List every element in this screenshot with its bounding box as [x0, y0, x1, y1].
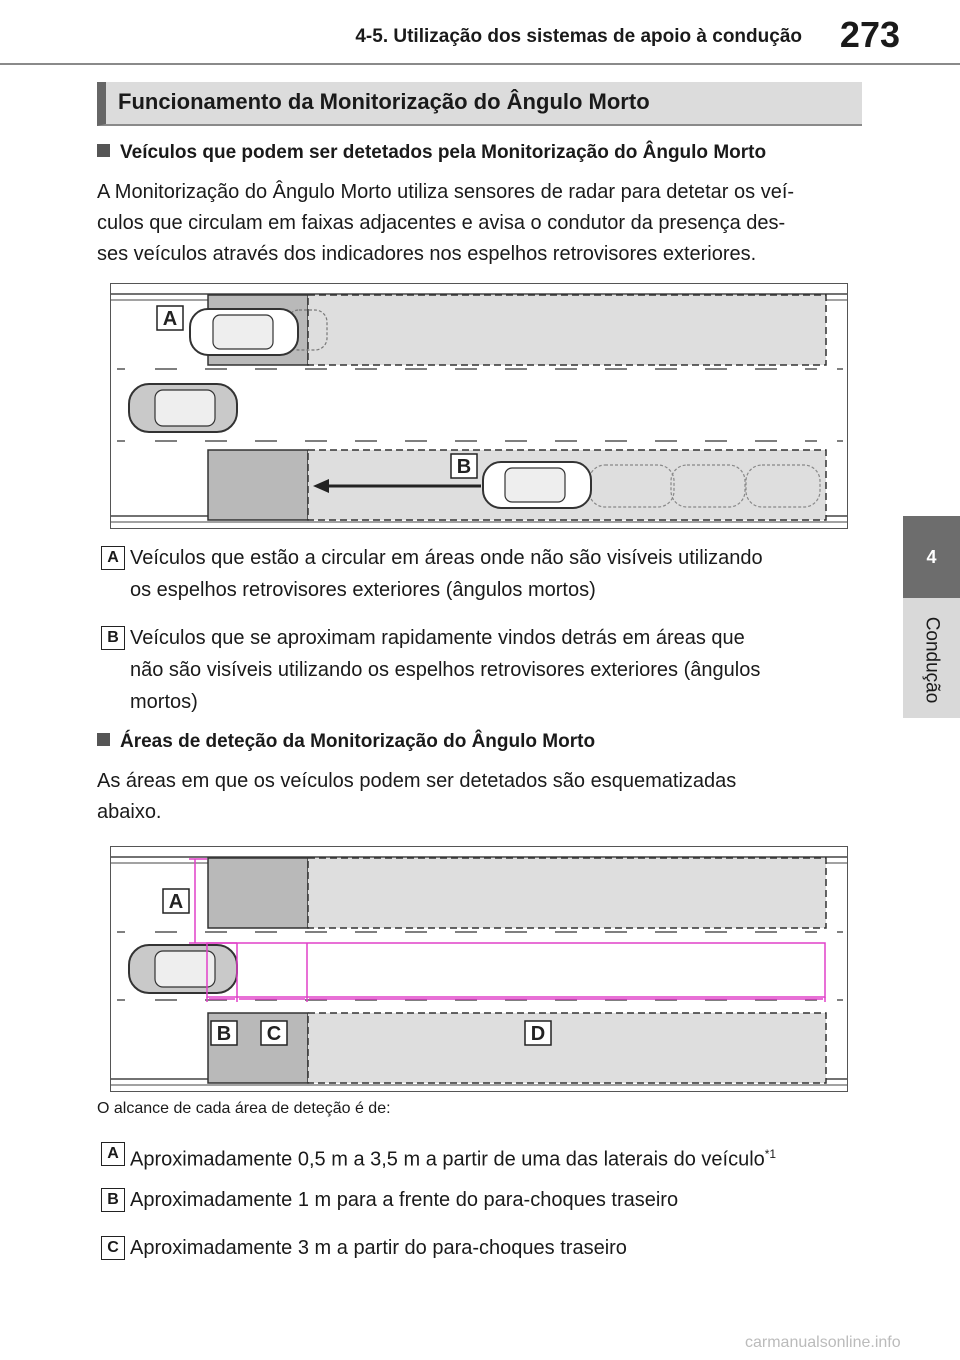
svg-text:C: C: [266, 1023, 282, 1045]
item-tag: C: [101, 1236, 125, 1260]
item-tag: A: [101, 546, 125, 570]
square-bullet-icon: [97, 144, 110, 157]
list-item: [97, 1138, 862, 1172]
item-line: os espelhos retrovisores exteriores (ângulos mortos): [130, 579, 596, 601]
detection-areas-diagram: [110, 846, 848, 1092]
page-number: 273: [839, 14, 900, 55]
blind-spot-car-icon: [190, 309, 298, 355]
item-line: não são visíveis utilizando os espelhos retrovisores exteriores (ângulos: [130, 659, 761, 681]
item-text: Aproximadamente 1 m para a frente do para-choques traseiro: [130, 1189, 679, 1211]
footnote-marker: *1: [764, 1147, 777, 1161]
paragraph-line: abaixo.: [97, 801, 162, 823]
subsection-heading-2-text: Áreas de deteção da Monitorização do Ângulo Morto: [120, 731, 596, 752]
square-bullet-icon: [97, 733, 110, 746]
header-rule: [0, 63, 960, 65]
diagram-2-svg: [111, 847, 847, 1091]
item-line: mortos): [130, 691, 198, 713]
subsection-heading-2: [97, 731, 595, 753]
diagram-1-label-a: [157, 306, 183, 330]
item-text: Aproximadamente 0,5 m a 3,5 m a partir de uma das laterais do veículo: [130, 1148, 765, 1171]
intro-paragraph: [97, 177, 862, 270]
subsection-heading-1: [97, 142, 766, 164]
svg-text:A: A: [162, 308, 178, 330]
areas-paragraph: [97, 766, 862, 828]
item-line: Veículos que estão a circular em áreas onde não são visíveis utilizando: [130, 547, 763, 569]
chapter-label: [903, 600, 960, 720]
diagram-2-label-a: [163, 889, 189, 913]
section-title-bar: [97, 82, 862, 126]
item-text: Aproximadamente 3 m a partir do para-choques traseiro: [130, 1237, 627, 1259]
subsection-heading-1-text: Veículos que podem ser detetados pela Monitorização do Ângulo Morto: [120, 142, 767, 163]
paragraph-line: ses veículos através dos indicadores nos espelhos retrovisores exteriores.: [97, 243, 757, 265]
diagram-2-label-d: [525, 1021, 551, 1045]
diagram-2-label-b: [211, 1021, 237, 1045]
running-header: 4-5. Utilização dos sistemas de apoio à condução: [355, 26, 802, 47]
diagram-2-label-c: [261, 1021, 287, 1045]
own-car-icon: [129, 945, 237, 993]
diagram-1-svg: [111, 284, 847, 528]
paragraph-line: culos que circulam em faixas adjacentes e avisa o condutor da presença des-: [97, 212, 786, 234]
approaching-car-icon: [483, 462, 591, 508]
item-line: Veículos que se aproximam rapidamente vindos detrás em áreas que: [130, 627, 745, 649]
svg-text:B: B: [216, 1023, 232, 1045]
own-car-icon: [129, 384, 237, 432]
section-title: Funcionamento da Monitorização do Ângulo Morto: [118, 89, 650, 114]
chapter-number-tab: 4: [903, 516, 960, 598]
paragraph-line: A Monitorização do Ângulo Morto utiliza sensores de radar para detetar os veí-: [97, 181, 795, 203]
diagram-1-label-b: [451, 454, 477, 478]
list-item: [97, 622, 862, 718]
range-note: O alcance de cada área de deteção é de:: [97, 1100, 391, 1117]
item-tag: B: [101, 626, 125, 650]
svg-text:A: A: [168, 891, 184, 913]
svg-text:B: B: [456, 456, 472, 478]
list-item: [97, 1232, 862, 1266]
item-tag: A: [101, 1142, 125, 1166]
list-item: [97, 542, 862, 606]
chapter-label-text: Condução: [921, 616, 943, 704]
blind-spot-diagram-1: [110, 283, 848, 529]
watermark: carmanualsonline.info: [745, 1334, 901, 1351]
paragraph-line: As áreas em que os veículos podem ser detetados são esquematizadas: [97, 770, 737, 792]
list-item: [97, 1184, 862, 1218]
item-tag: B: [101, 1188, 125, 1212]
svg-text:D: D: [530, 1023, 546, 1045]
